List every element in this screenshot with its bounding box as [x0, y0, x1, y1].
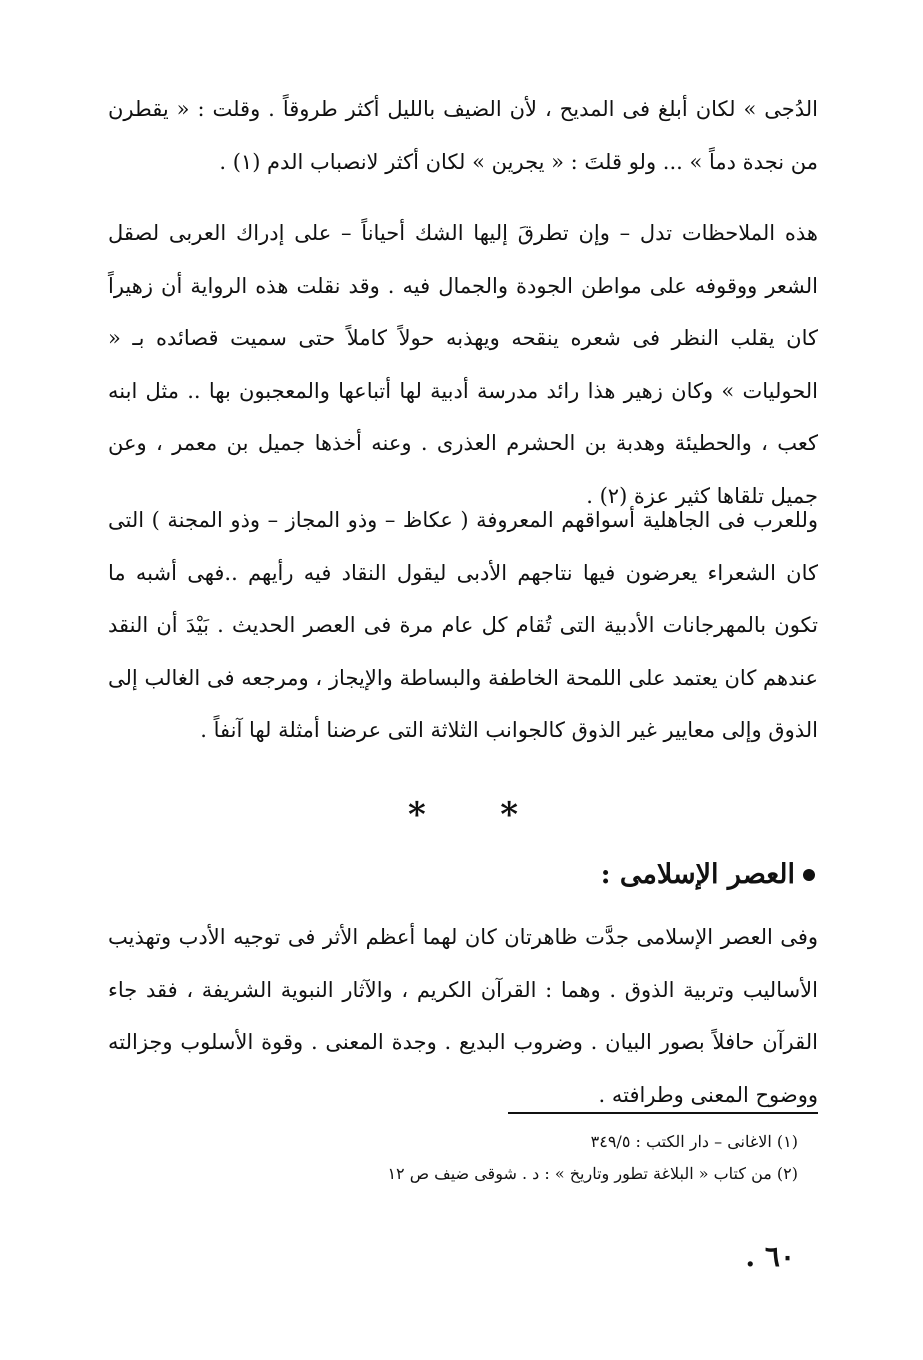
section-heading	[601, 850, 815, 900]
page-number: ٦٠ .	[745, 1240, 795, 1273]
paragraph-4-text: وفى العصر الإسلامى جدَّت ظاهرتان كان لهما أعظم الأثر فى توجيه الأدب وتهذيب الأساليب وتربية الذوق . وهما : القرآن الكريم ، والآثار النبوية الشريفة ، فقد جاء القرآن حافلاً بصور البيان . وضروب البديع . وجدة المعنى . وقوة الأسلوب وجزالته ووضوح المعنى وطرافته .	[108, 925, 818, 1107]
section-heading-text: العصر الإسلامى :	[600, 859, 795, 890]
section-separator	[408, 790, 518, 840]
paragraph-1	[108, 83, 818, 188]
footnote-divider	[508, 1112, 818, 1114]
footnote-2: (٢) من كتاب « البلاغة تطور وتاريخ » : د . شوقى ضيف ص ١٢	[387, 1164, 798, 1183]
paragraph-4	[108, 911, 818, 1121]
paragraph-3	[108, 494, 818, 757]
paragraph-2	[108, 207, 818, 522]
bullet-icon	[803, 869, 815, 881]
paragraph-2-text: هذه الملاحظات تدل – وإن تطرقَ إليها الشك أحياناً – على إدراك العربى لصقل الشعر ووقوفه على مواطن الجودة والجمال فيه . وقد نقلت هذه الرواية أن زهيراً كان يقلب النظر فى شعره ينقحه ويهذبه حولاً كاملاً حتى سميت قصائده بـ « الحوليات » وكان زهير هذا رائد مدرسة أدبية لها أتباعها والمعجبون بها .. مثل ابنه كعب ، والحطيئة وهدبة بن الحشرم العذرى . وعنه أخذها جميل بن معمر ، وعن جميل تلقاها كثير عزة (٢) .	[108, 221, 818, 508]
paragraph-3-text: وللعرب فى الجاهلية أسواقهم المعروفة ( عكاظ – وذو المجاز – وذو المجنة ) التى كان الشعراء يعرضون فيها نتاجهم الأدبى ليقول النقاد فيه رأيهم ..فهى أشبه ما تكون بالمهرجانات الأدبية التى تُقام كل عام مرة فى العصر الحديث . بَيْدَ أن النقد عندهم كان يعتمد على اللمحة الخاطفة والبساطة والإيجاز ، ومرجعه فى الغالب إلى الذوق وإلى معايير غير الذوق كالجوانب الثلاثة التى عرضنا أمثلة لها آنفاً .	[108, 508, 818, 742]
separator-star-right: *	[500, 795, 518, 835]
separator-star-left: *	[408, 795, 426, 835]
paragraph-1-text: الدُجى » لكان أبلغ فى المديح ، لأن الضيف بالليل أكثر طروقاً . وقلت : « يقطرن من نجدة دماً » ... ولو قلتَ : « يجرين » لكان أكثر لانصباب الدم (١) .	[108, 97, 818, 174]
footnote-1: (١) الاغانى – دار الكتب : ٣٤٩/٥	[590, 1132, 798, 1151]
footnotes	[108, 1126, 798, 1190]
